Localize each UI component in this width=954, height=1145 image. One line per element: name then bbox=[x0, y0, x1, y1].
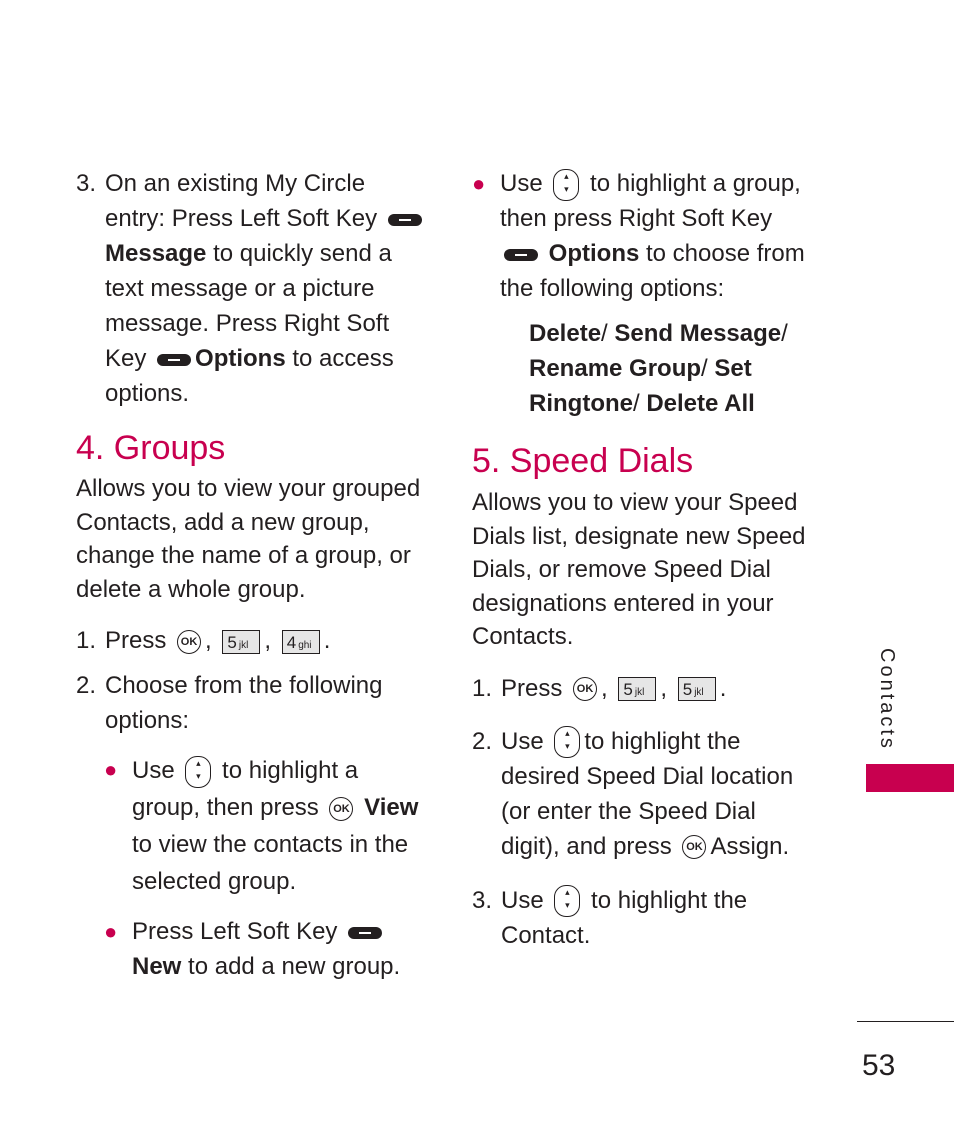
left-soft-key-icon bbox=[348, 927, 382, 939]
side-tab-bar bbox=[866, 764, 954, 792]
right-column bbox=[472, 166, 817, 953]
view-option: View bbox=[364, 794, 419, 821]
bullet-dot-icon: ● bbox=[104, 757, 118, 782]
step-3 bbox=[76, 166, 426, 411]
speed-step-1: 1. Press OK , 5 jkl , 5 jkl . bbox=[472, 674, 727, 702]
number-key-5-icon: 5 jkl bbox=[678, 677, 716, 701]
right-soft-key-icon bbox=[504, 249, 538, 261]
bullet-new: ● Press Left Soft Key New to add a new group. bbox=[104, 914, 426, 984]
number-key-5-icon: 5 jkl bbox=[222, 630, 260, 654]
nav-key-icon: ▴ ▾ bbox=[554, 885, 580, 917]
bullet-dot-icon: ● bbox=[104, 919, 118, 944]
groups-step-2: 2. Choose from the following options: bbox=[76, 672, 383, 734]
section-title-groups: 4. Groups bbox=[76, 429, 226, 467]
side-tab-label: Contacts bbox=[876, 648, 898, 751]
step-text: On an existing My Circle entry: Press Left Soft Key Message to quickly send a text message or a picture message. Press Right Soft Key Options to access options. bbox=[105, 166, 426, 411]
nav-key-icon: ▴ ▾ bbox=[554, 726, 580, 758]
ok-key-icon: OK bbox=[682, 835, 706, 859]
new-option: New bbox=[132, 953, 182, 980]
bullet-dot-icon: ● bbox=[472, 171, 486, 196]
bullet-view: ● Use ▴ ▾ to highlight a group, then press OK View to view the contacts in the selected group. bbox=[104, 752, 426, 900]
section-title-speed-dials: 5. Speed Dials bbox=[472, 442, 694, 480]
message-option: Message bbox=[105, 240, 207, 267]
number-key-4-icon: 4 ghi bbox=[282, 630, 320, 654]
speed-step-3: 3. Use ▴ ▾ to highlight the Contact. bbox=[472, 886, 748, 949]
number-key-5-icon: 5 jkl bbox=[618, 677, 656, 701]
options-list: Delete/ Send Message/ Rename Group/ Set Ringtone/ Delete All bbox=[529, 320, 788, 417]
groups-step-1: 1. Press OK , 5 jkl , 4 ghi . bbox=[76, 627, 331, 654]
ok-key-icon: OK bbox=[329, 797, 353, 821]
ok-key-icon: OK bbox=[573, 677, 597, 701]
ok-key-icon: OK bbox=[177, 630, 201, 654]
speed-dials-intro: Allows you to view your Speed Dials list, designate new Speed Dials, or remove Speed Dial designations entered in your Contacts. bbox=[472, 489, 806, 650]
page-divider bbox=[857, 1021, 954, 1022]
right-soft-key-icon bbox=[157, 354, 191, 366]
options-option: Options bbox=[548, 240, 640, 267]
speed-step-2: 2. Use ▴ ▾ to highlight the desired Speed Dial location (or enter the Speed Dial digit), and press OK Assign. bbox=[472, 727, 794, 860]
step-number: 3. bbox=[76, 170, 97, 197]
groups-bullets bbox=[104, 752, 426, 984]
bullet-options: ● Use ▴ ▾ to highlight a group, then press Right Soft Key Options to choose from the following options: bbox=[472, 166, 817, 306]
options-option: Options bbox=[195, 345, 286, 372]
nav-key-icon: ▴ ▾ bbox=[553, 169, 579, 201]
page-number: 53 bbox=[862, 1049, 896, 1082]
left-column bbox=[76, 166, 426, 984]
left-soft-key-icon bbox=[388, 214, 422, 226]
groups-intro: Allows you to view your grouped Contacts, add a new group, change the name of a group, or delete a whole group. bbox=[76, 475, 421, 603]
nav-key-icon: ▴ ▾ bbox=[185, 756, 211, 788]
